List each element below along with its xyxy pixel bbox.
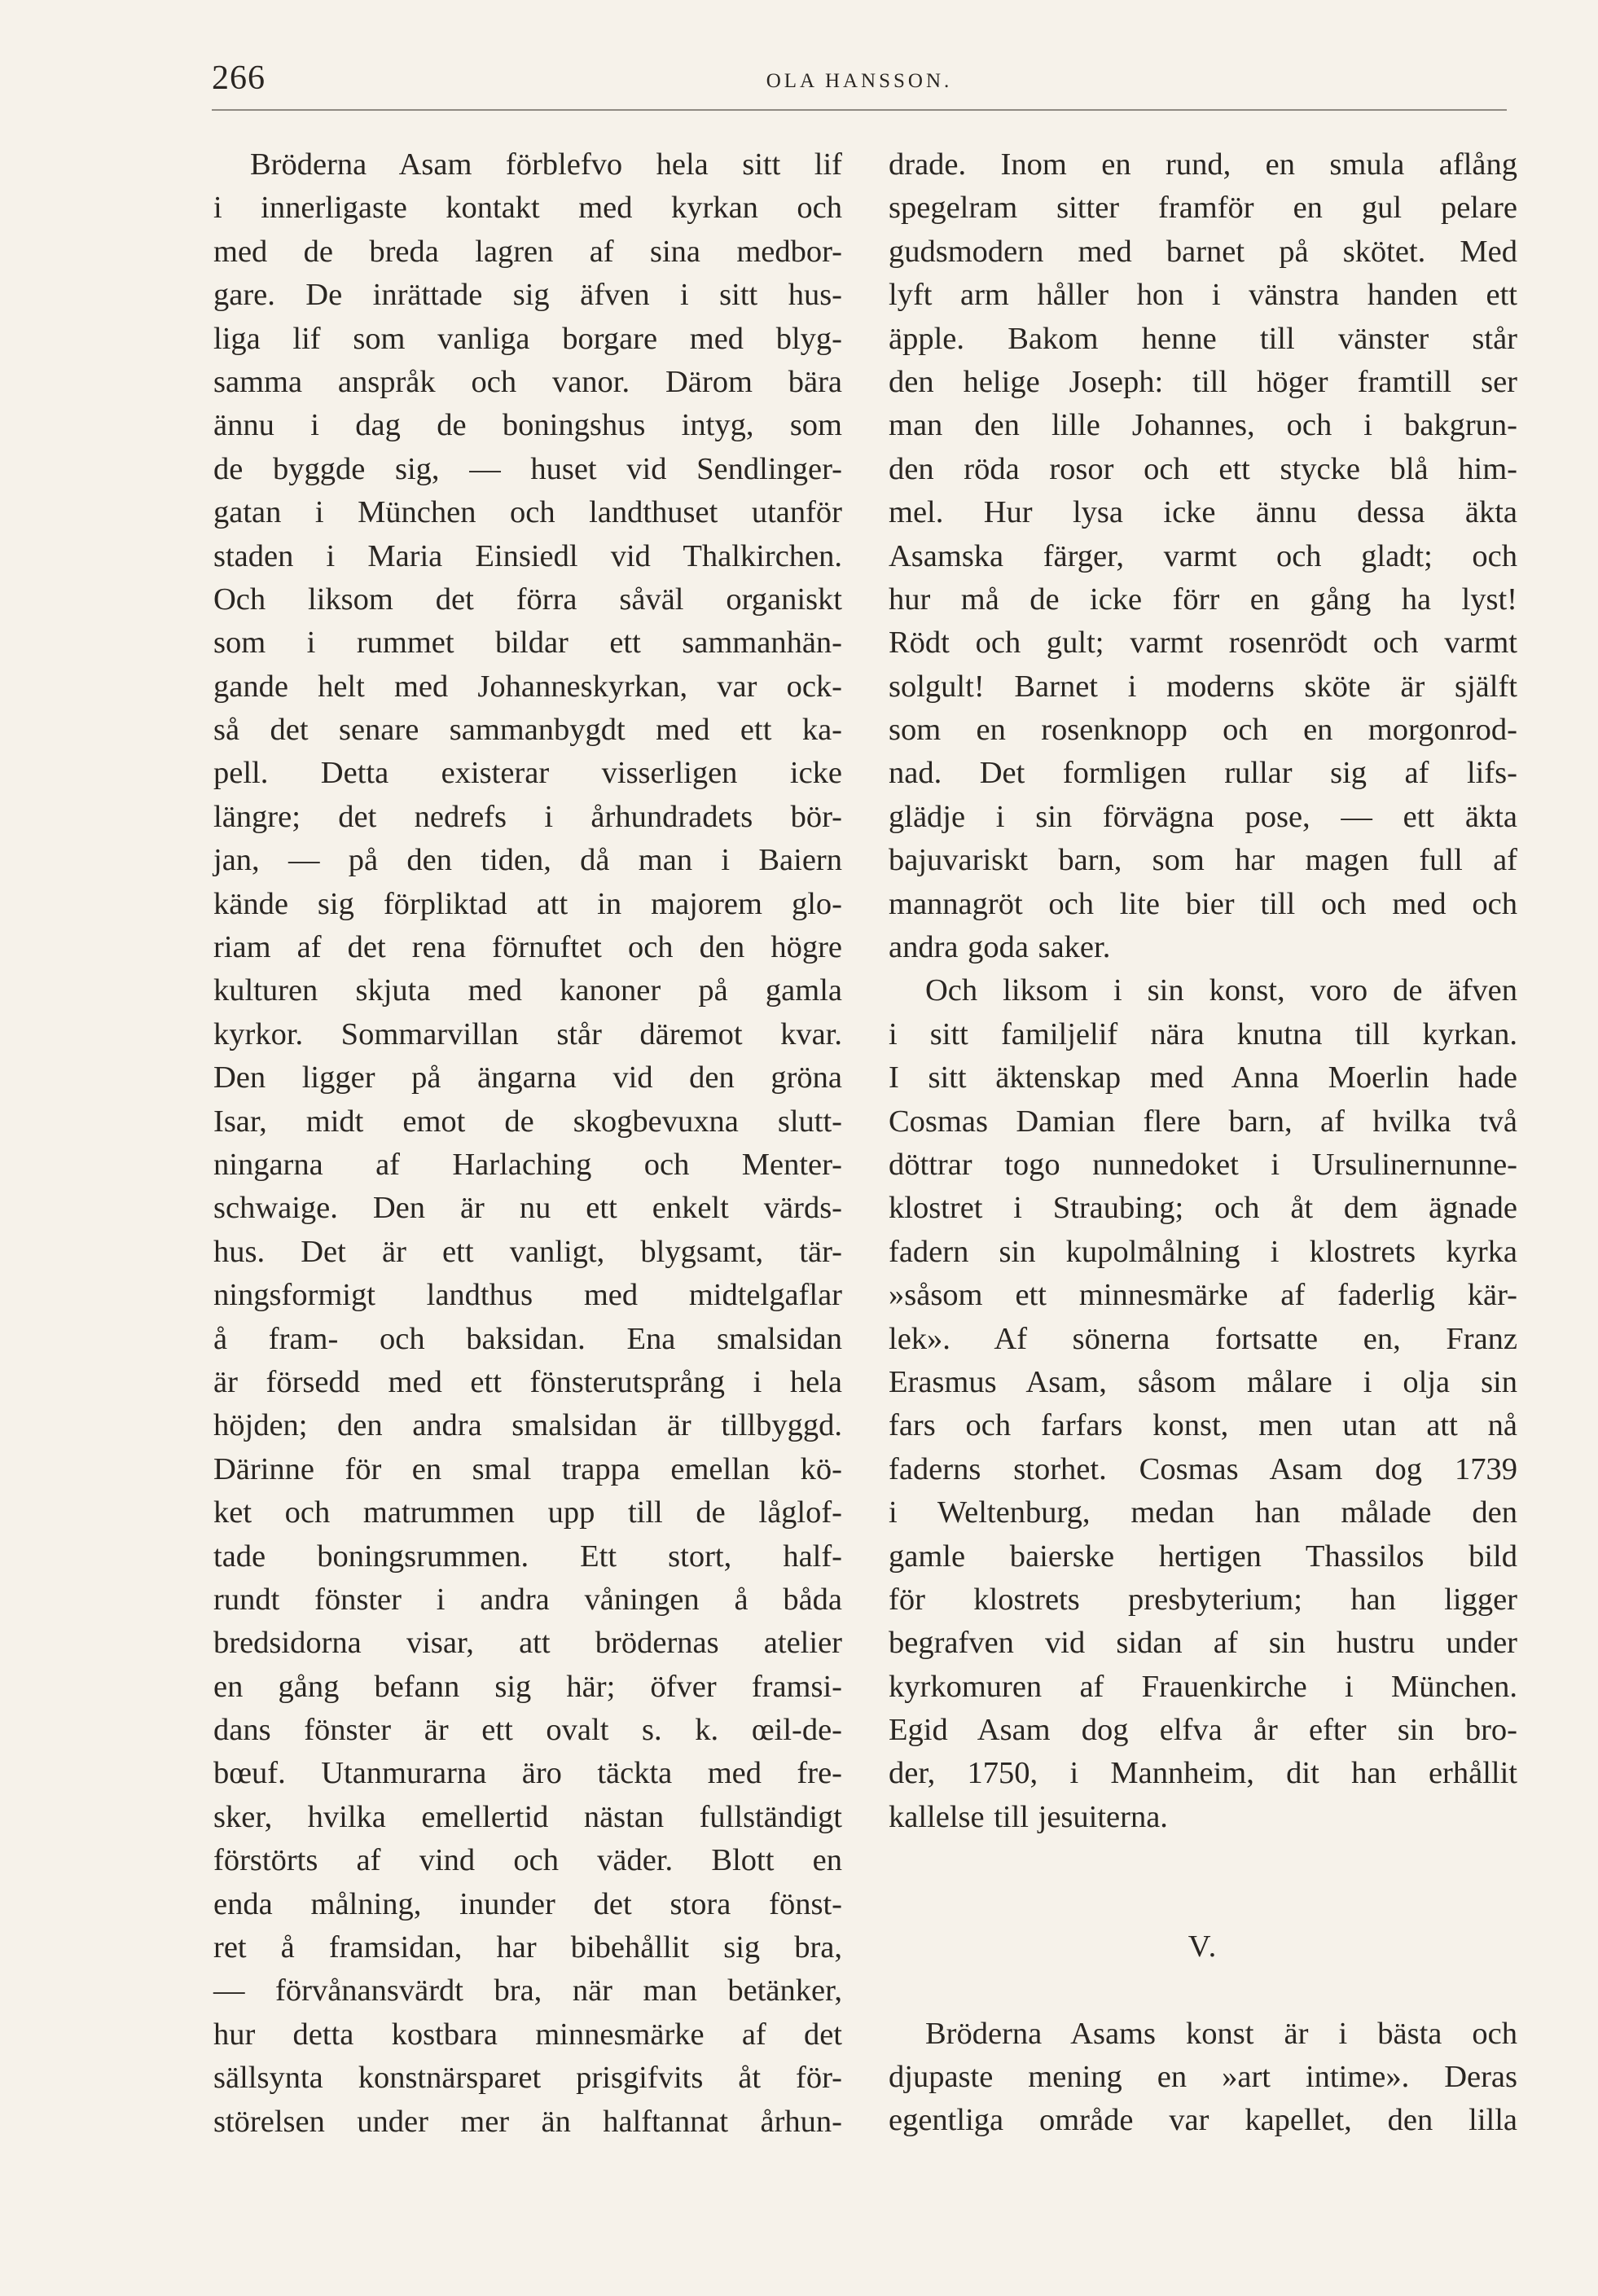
text-line: Asamska färger, varmt och gladt; och [889,538,1517,573]
text-line: tade boningsrummen. Ett stort, half- [213,1539,842,1574]
text-line: i Weltenburg, medan han målade den [889,1495,1517,1530]
text-line: gare. De inrättade sig äfven i sitt hus- [213,278,842,313]
text-line: sällsynta konstnärsparet prisgifvits åt för- [213,2061,842,2096]
text-line: den helige Joseph: till höger framtill ser [889,364,1517,399]
text-line: ret å framsidan, har bibehållit sig bra, [213,1930,842,1965]
text-line: riam af det rena förnuftet och den högre [213,930,842,965]
text-line: sker, hvilka emellertid nästan fullständigt [213,1799,842,1834]
text-line: i innerligaste kontakt med kyrkan och [213,191,842,226]
text-line: som en rosenknopp och en morgonrod- [889,713,1517,748]
text-line: gudsmodern med barnet på skötet. Med [889,234,1517,269]
text-line: klostret i Straubing; och åt dem ägnade [889,1191,1517,1226]
running-head: OLA HANSSON. [766,70,953,92]
text-line: Och liksom i sin konst, voro de äfven [925,973,1517,1008]
text-line: de byggde sig, — huset vid Sendlinger- [213,451,842,486]
text-line: spegelram sitter framför en gul pelare [889,191,1517,226]
text-line: för klostrets presbyterium; han ligger [889,1582,1517,1617]
text-line: samma anspråk och vanor. Därom bära [213,364,842,399]
page-number: 266 [212,59,266,97]
text-line: mel. Hur lysa icke ännu dessa äkta [889,495,1517,530]
text-line: dans fönster är ett ovalt s. k. œil-de- [213,1713,842,1748]
text-line: hus. Det är ett vanligt, blygsamt, tär- [213,1234,842,1269]
text-line: så det senare sammanbygdt med ett ka- [213,713,842,748]
text-line: är försedd med ett fönsterutsprång i hela [213,1364,842,1399]
text-line: pell. Detta existerar visserligen icke [213,756,842,791]
text-line: Erasmus Asam, såsom målare i olja sin [889,1364,1517,1399]
text-line: ännu i dag de boningshus intyg, som [213,408,842,443]
text-line: med de breda lagren af sina medbor- [213,234,842,269]
text-line: bajuvariskt barn, som har magen full af [889,843,1517,878]
text-line: man den lille Johannes, och i bakgrun- [889,408,1517,443]
text-line: egentliga område var kapellet, den lilla [889,2103,1517,2138]
text-line: Därinne för en smal trappa emellan kö- [213,1451,842,1486]
text-line: bredsidorna visar, att brödernas atelier [213,1626,842,1661]
text-line: Bröderna Asam förblefvo hela sitt lif [250,147,842,182]
text-line: kyrkor. Sommarvillan står däremot kvar. [213,1016,842,1051]
left-column [213,143,842,2144]
text-line: fars och farfars konst, men utan att nå [889,1408,1517,1443]
text-line: faderns storhet. Cosmas Asam dog 1739 [889,1451,1517,1486]
text-line: Bröderna Asams konst är i bästa och [925,2016,1517,2051]
text-line: fadern sin kupolmålning i klostrets kyrka [889,1234,1517,1269]
text-line: i sitt familjelif nära knutna till kyrkan. [889,1016,1517,1051]
text-line: rundt fönster i andra våningen å båda [213,1582,842,1617]
text-line: å fram- och baksidan. Ena smalsidan [213,1321,842,1356]
text-line: — förvånansvärdt bra, när man betänker, [213,1973,842,2008]
text-line: ket och matrummen upp till de låglof- [213,1495,842,1530]
text-line: hur detta kostbara minnesmärke af det [213,2017,842,2052]
text-line: Den ligger på ängarna vid den gröna [213,1060,842,1095]
text-line: Och liksom det förra såväl organiskt [213,582,842,617]
section-gap [889,1839,1517,1925]
text-line: liga lif som vanliga borgare med blyg- [213,321,842,356]
text-line: kallelse till jesuiterna. [889,1799,1168,1834]
text-line: Egid Asam dog elfva år efter sin bro- [889,1713,1517,1748]
text-line: Rödt och gult; varmt rosenrödt och varmt [889,626,1517,661]
text-line: andra goda saker. [889,930,1111,965]
text-line: I sitt äktenskap med Anna Moerlin hade [889,1060,1517,1095]
text-line: längre; det nedrefs i århundradets bör- [213,799,842,834]
text-line: nad. Det formligen rullar sig af lifs- [889,756,1517,791]
section-heading: V. [1188,1929,1218,1965]
text-line: ningarna af Harlaching och Menter- [213,1147,842,1182]
text-line: mannagröt och lite bier till och med och [889,886,1517,921]
text-line: gande helt med Johanneskyrkan, var ock- [213,669,842,704]
text-line: kände sig förpliktad att in majorem glo- [213,886,842,921]
text-line: ningsformigt landthus med midtelgaflar [213,1278,842,1313]
text-line: gamle baierske hertigen Thassilos bild [889,1539,1517,1574]
text-line: enda målning, inunder det stora fönst- [213,1886,842,1921]
text-line: som i rummet bildar ett sammanhän- [213,626,842,661]
text-line: kulturen skjuta med kanoner på gamla [213,973,842,1008]
text-line: lek». Af sönerna fortsatte en, Franz [889,1321,1517,1356]
header-rule [212,109,1507,111]
page-header [212,59,1507,116]
text-line: kyrkomuren af Frauenkirche i München. [889,1669,1517,1704]
text-line: bœuf. Utanmurarna äro täckta med fre- [213,1756,842,1791]
text-line: förstörts af vind och väder. Blott en [213,1843,842,1878]
text-line: djupaste mening en »art intime». Deras [889,2060,1517,2095]
text-line: en gång befann sig här; öfver framsi- [213,1669,842,1704]
section-gap [889,1969,1517,2013]
text-line: döttrar togo nunnedoket i Ursulinernunne- [889,1147,1517,1182]
text-line: schwaige. Den är nu ett enkelt värds- [213,1191,842,1226]
text-line: der, 1750, i Mannheim, dit han erhållit [889,1756,1517,1791]
text-line: begrafven vid sidan af sin hustru under [889,1626,1517,1661]
text-line: lyft arm håller hon i vänstra handen ett [889,278,1517,313]
text-line: jan, — på den tiden, då man i Baiern [213,843,842,878]
text-line: »såsom ett minnesmärke af faderlig kär- [889,1278,1517,1313]
text-line: Cosmas Damian flere barn, af hvilka två [889,1104,1517,1139]
text-line: drade. Inom en rund, en smula aflång [889,147,1517,182]
text-line: solgult! Barnet i moderns sköte är själft [889,669,1517,704]
text-line: gatan i München och landthuset utanför [213,495,842,530]
text-line: den röda rosor och ett stycke blå him- [889,451,1517,486]
text-line: Isar, midt emot de skogbevuxna slutt- [213,1104,842,1139]
text-line: höjden; den andra smalsidan är tillbyggd. [213,1408,842,1443]
text-line: störelsen under mer än halftannat århun- [213,2104,842,2139]
text-line: hur må de icke förr en gång ha lyst! [889,582,1517,617]
right-column [889,143,1517,2143]
text-line: staden i Maria Einsiedl vid Thalkirchen. [213,538,842,573]
text-line: glädje i sin förvägna pose, — ett äkta [889,799,1517,834]
text-line: äpple. Bakom henne till vänster står [889,321,1517,356]
